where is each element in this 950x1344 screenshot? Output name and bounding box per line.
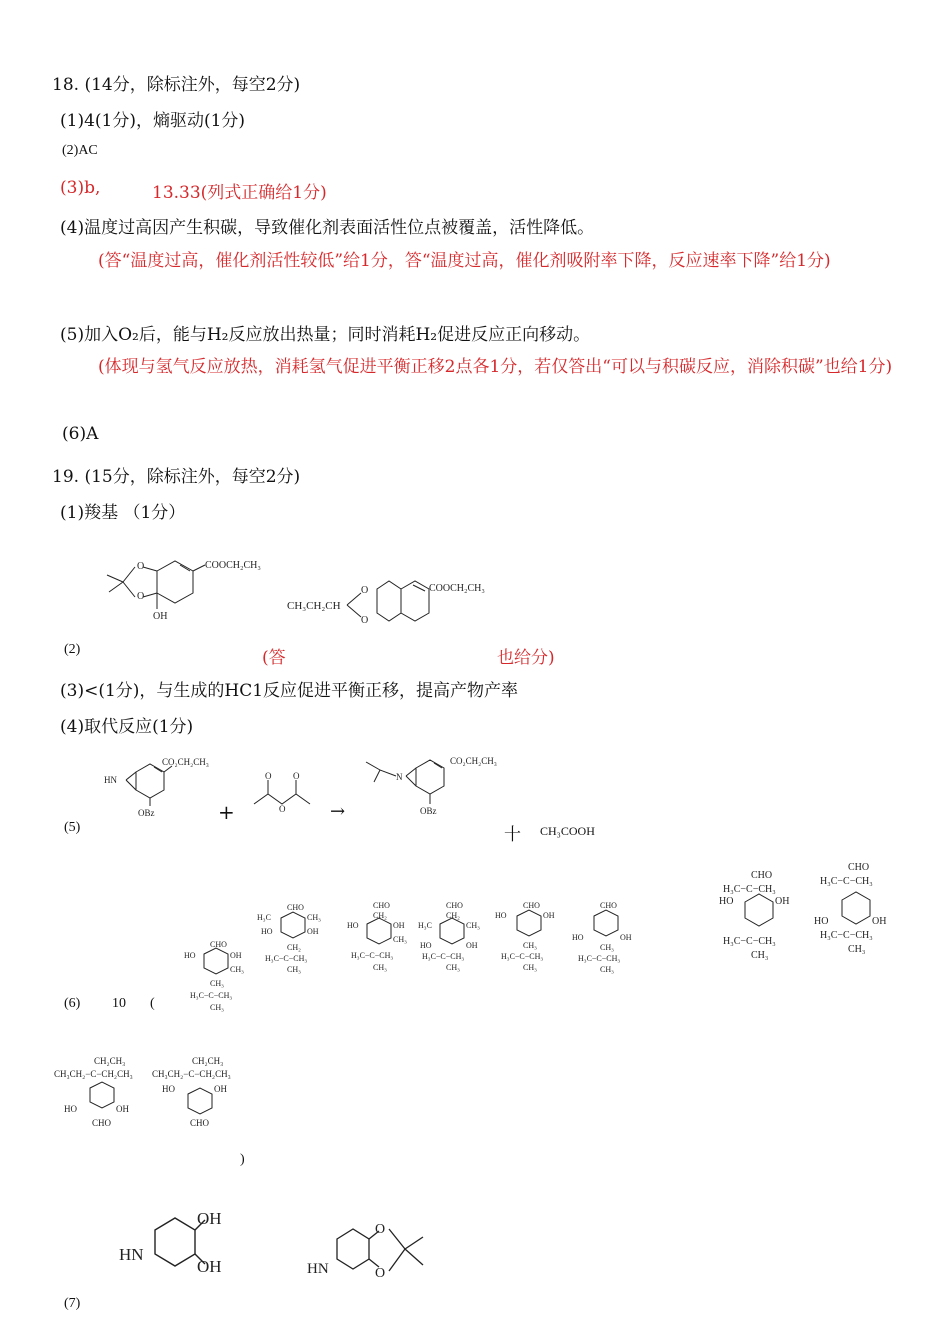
cooet-label: COOCH₂CH₃ (205, 560, 261, 571)
svg-text:CH₃: CH₃ (751, 950, 769, 961)
svg-text:CH₃: CH₃ (446, 963, 460, 972)
svg-text:H₃C−C−CH₃: H₃C−C−CH₃ (265, 954, 308, 963)
svg-text:CH₂CH₃: CH₂CH₃ (94, 1056, 126, 1066)
svg-text:CH₂: CH₂ (373, 911, 387, 920)
svg-text:H₃C−C−CH₃: H₃C−C−CH₃ (422, 952, 465, 961)
q19-part2-label: (2) (64, 642, 81, 657)
q18-part3-label: (3)b, (60, 178, 101, 198)
svg-text:OH: OH (543, 911, 555, 920)
aziridine-reactant (100, 750, 230, 820)
svg-text:OH: OH (872, 916, 887, 927)
svg-text:OH: OH (153, 611, 168, 622)
q18-part4-note: (答“温度过高，催化剂活性较低”给1分，答“温度过高，催化剂吸附率下降，反应速率下降”给1分) (98, 251, 831, 271)
svg-text:OH: OH (307, 927, 319, 936)
svg-text:CH₃CH₂CH: CH₃CH₂CH (287, 600, 341, 612)
svg-text:CH₃: CH₃ (393, 935, 407, 944)
svg-text:OH: OH (197, 1257, 222, 1276)
isomer-3 (345, 898, 415, 973)
svg-text:H₃C: H₃C (257, 913, 271, 922)
svg-text:COOCH₂CH₃: COOCH₂CH₃ (429, 583, 485, 594)
svg-text:H₃C−C−CH₃: H₃C−C−CH₃ (578, 954, 621, 963)
svg-text:CHO: CHO (287, 903, 304, 912)
svg-text:O: O (137, 591, 145, 602)
svg-text:CHO: CHO (373, 901, 390, 910)
svg-text:CH₃: CH₃ (287, 965, 301, 974)
svg-text:OBz: OBz (420, 806, 437, 816)
svg-text:H₃C−C−CH₃: H₃C−C−CH₃ (351, 951, 394, 960)
svg-text:HO: HO (64, 1104, 77, 1114)
q19-part5-acetic-acid: CH₃COOH (540, 824, 595, 838)
svg-text:CHO: CHO (523, 901, 540, 910)
svg-text:CHO: CHO (92, 1118, 112, 1128)
isomer-4 (418, 898, 493, 973)
svg-text:OH: OH (393, 921, 405, 930)
svg-text:HO: HO (261, 927, 273, 936)
isomer-1 (180, 938, 250, 1018)
structure-ethylidene-acetal (285, 575, 505, 635)
svg-text:H₃C−C−CH₃: H₃C−C−CH₃ (820, 930, 873, 941)
q18-heading: 18. (14分，除标注外，每空2分) (52, 75, 301, 95)
svg-text:HO: HO (719, 896, 734, 907)
svg-text:CH₃CH₂−C−CH₂CH₃: CH₃CH₂−C−CH₂CH₃ (54, 1069, 133, 1079)
svg-text:OH: OH (775, 896, 790, 907)
svg-text:CH₃: CH₃ (600, 943, 614, 952)
svg-text:CHO: CHO (446, 901, 463, 910)
isomer-6 (572, 898, 647, 978)
svg-text:CH₃: CH₃ (210, 1003, 224, 1012)
svg-text:HO: HO (495, 911, 507, 920)
isomer-5 (495, 898, 570, 973)
svg-text:O: O (279, 804, 286, 814)
svg-text:CHO: CHO (751, 870, 773, 881)
svg-text:OH: OH (214, 1084, 227, 1094)
svg-text:OH: OH (230, 951, 242, 960)
svg-text:HN: HN (307, 1261, 329, 1277)
svg-text:CH₃: CH₃ (600, 965, 614, 974)
svg-text:HO: HO (162, 1084, 175, 1094)
svg-text:OH: OH (116, 1104, 129, 1114)
q19-part6-count: 10 (112, 996, 126, 1011)
svg-text:CH₃: CH₃ (466, 921, 480, 930)
svg-text:HO: HO (814, 916, 829, 927)
svg-text:OBz: OBz (138, 808, 155, 818)
svg-text:H₃C−C−CH₃: H₃C−C−CH₃ (501, 952, 544, 961)
q18-part4: (4)温度过高因产生积碳，导致催化剂表面活性位点被覆盖，活性降低。 (60, 218, 595, 238)
q19-part6-open: ( (150, 996, 155, 1011)
svg-text:CH₃: CH₃ (373, 963, 387, 972)
svg-text:CH₃: CH₃ (307, 913, 321, 922)
isomer-9 (52, 1052, 152, 1132)
isomer-10 (150, 1052, 255, 1132)
q18-part5-note: (体现与氢气反应放热，消耗氢气促进平衡正移2点各1分，若仅答出“可以与积碳反应，消除积碳”也给1分) (98, 357, 893, 377)
piperidine-acetonide (305, 1215, 445, 1295)
svg-text:CH₃: CH₃ (523, 941, 537, 950)
svg-text:CO₂CH₂CH₃: CO₂CH₂CH₃ (162, 757, 209, 767)
svg-text:N: N (396, 772, 403, 782)
svg-text:CH₃CH₂−C−CH₂CH₃: CH₃CH₂−C−CH₂CH₃ (152, 1069, 231, 1079)
q19-part5-plus: + (218, 800, 235, 824)
isomer-8 (812, 858, 907, 958)
q18-part6: (6)A (62, 424, 99, 444)
svg-text:O: O (361, 615, 369, 626)
acetic-anhydride (250, 770, 330, 820)
svg-text:CH₃: CH₃ (210, 979, 224, 988)
q19-part1: (1)羧基 （1分） (60, 503, 186, 523)
svg-text:CH₂: CH₂ (446, 911, 460, 920)
svg-text:CHO: CHO (600, 901, 617, 910)
q18-part2: (2)AC (62, 143, 98, 158)
svg-text:HN: HN (119, 1245, 144, 1264)
svg-text:O: O (375, 1222, 386, 1237)
svg-text:H₃C−C−CH₃: H₃C−C−CH₃ (723, 936, 776, 947)
q18-part3-value: 13.33(列式正确给1分) (152, 183, 327, 203)
q19-part2-note-close: 也给分) (497, 648, 555, 668)
svg-text:O: O (265, 771, 272, 781)
structure-acetonide-ester (95, 555, 265, 635)
svg-text:CH₃: CH₃ (523, 963, 537, 972)
svg-text:HO: HO (184, 951, 196, 960)
q19-part6-close: ) (240, 1152, 245, 1167)
svg-text:HN: HN (104, 775, 117, 785)
svg-text:H₃C−C−CH₃: H₃C−C−CH₃ (820, 876, 873, 887)
q19-part5-label: (5) (64, 820, 81, 835)
q18-part5: (5)加入O₂后，能与H₂反应放出热量；同时消耗H₂促进反应正向移动。 (60, 325, 591, 345)
svg-text:CH₃: CH₃ (230, 965, 244, 974)
svg-text:H₃C−C−CH₃: H₃C−C−CH₃ (190, 991, 233, 1000)
svg-text:OH: OH (197, 1209, 222, 1228)
svg-text:OH: OH (620, 933, 632, 942)
q19-part5-arrow: → (330, 801, 346, 822)
svg-text:O: O (361, 585, 369, 596)
svg-text:CH₂CH₃: CH₂CH₃ (192, 1056, 224, 1066)
q19-part5-plus2: 十 (504, 825, 521, 845)
isomer-7 (715, 866, 805, 966)
svg-text:O: O (375, 1266, 386, 1281)
q19-part6-label: (6) (64, 996, 81, 1011)
svg-text:CHO: CHO (190, 1118, 210, 1128)
q18-part1: (1)4(1分)，熵驱动(1分) (60, 111, 246, 131)
svg-text:HO: HO (347, 921, 359, 930)
svg-text:CHO: CHO (848, 862, 870, 873)
svg-text:CH₂: CH₂ (287, 943, 301, 952)
svg-text:OH: OH (466, 941, 478, 950)
svg-text:CH₃: CH₃ (848, 944, 866, 955)
acetyl-aziridine-product (360, 748, 520, 818)
svg-text:O: O (137, 561, 145, 572)
q19-part2-note-open: (答 (262, 648, 286, 668)
svg-text:H₃C−C−CH₃: H₃C−C−CH₃ (723, 884, 776, 895)
q19-part3: (3)<(1分)，与生成的HC1反应促进平衡正移，提高产物产率 (60, 681, 519, 701)
piperidine-diol (115, 1200, 245, 1285)
svg-text:CO₂CH₂CH₃: CO₂CH₂CH₃ (450, 756, 497, 766)
q19-part4: (4)取代反应(1分) (60, 717, 194, 737)
svg-text:CHO: CHO (210, 940, 227, 949)
svg-text:HO: HO (572, 933, 584, 942)
q19-part7-label: (7) (64, 1296, 81, 1311)
svg-text:HO: HO (420, 941, 432, 950)
q19-heading: 19. (15分，除标注外，每空2分) (52, 467, 301, 487)
isomer-2 (255, 900, 335, 975)
svg-text:O: O (293, 771, 300, 781)
svg-text:H₃C: H₃C (418, 921, 432, 930)
